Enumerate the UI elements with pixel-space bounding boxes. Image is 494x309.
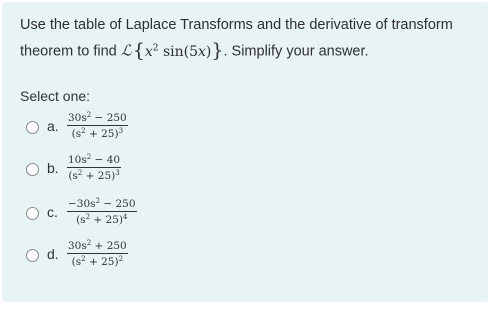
option-fraction-b bbox=[66, 154, 122, 182]
radio-button-c[interactable] bbox=[26, 207, 39, 220]
fraction-numerator-a: $30s^2 - 250$ bbox=[68, 111, 127, 124]
option-fraction-a bbox=[66, 112, 129, 140]
answer-option-d[interactable] bbox=[20, 240, 260, 280]
brace-open: { bbox=[132, 39, 145, 62]
math-exponent: 2 bbox=[152, 43, 159, 53]
fraction-denominator-a: $(s^2 + 25)^3$ bbox=[71, 127, 124, 140]
fraction-numerator-d: $30s^2 + 250$ bbox=[68, 239, 127, 252]
answer-option-b[interactable] bbox=[20, 154, 260, 194]
question-card bbox=[2, 2, 488, 302]
math-var-x: x bbox=[144, 43, 153, 60]
laplace-operator: ℒ bbox=[120, 41, 132, 60]
option-fraction-d bbox=[66, 240, 129, 268]
radio-button-a[interactable] bbox=[26, 121, 39, 134]
radio-button-b[interactable] bbox=[26, 163, 39, 176]
question-text bbox=[20, 14, 480, 64]
select-one-label: Select one: bbox=[20, 88, 91, 104]
fraction-numerator-b: $10s^2 - 40$ bbox=[68, 153, 121, 166]
option-fraction-c bbox=[66, 198, 138, 226]
radio-button-d[interactable] bbox=[26, 249, 39, 262]
option-letter-a: a. bbox=[47, 118, 59, 134]
question-text-before: Use the table of Laplace Transforms and the derivative of transform theorem to find bbox=[20, 17, 453, 60]
math-var-x2: x bbox=[198, 43, 206, 60]
question-text-after: . Simplify your answer. bbox=[223, 43, 369, 60]
math-sin: sin(5 bbox=[158, 43, 199, 60]
math-expression bbox=[145, 44, 212, 60]
fraction-denominator-b: $(s^2 + 25)^3$ bbox=[68, 169, 120, 182]
math-close-paren: ) bbox=[205, 43, 212, 60]
fraction-denominator-d: $(s^2 + 25)^2$ bbox=[71, 255, 124, 268]
option-letter-c: c. bbox=[47, 204, 58, 220]
option-letter-d: d. bbox=[47, 246, 59, 262]
brace-close: } bbox=[211, 39, 224, 62]
fraction-numerator-c: $-30s^2 - 250$ bbox=[68, 197, 136, 210]
answer-option-a[interactable] bbox=[20, 112, 260, 152]
answer-option-c[interactable] bbox=[20, 198, 260, 238]
fraction-denominator-c: $(s^2 + 25)^4$ bbox=[76, 213, 128, 226]
option-letter-b: b. bbox=[47, 160, 59, 176]
